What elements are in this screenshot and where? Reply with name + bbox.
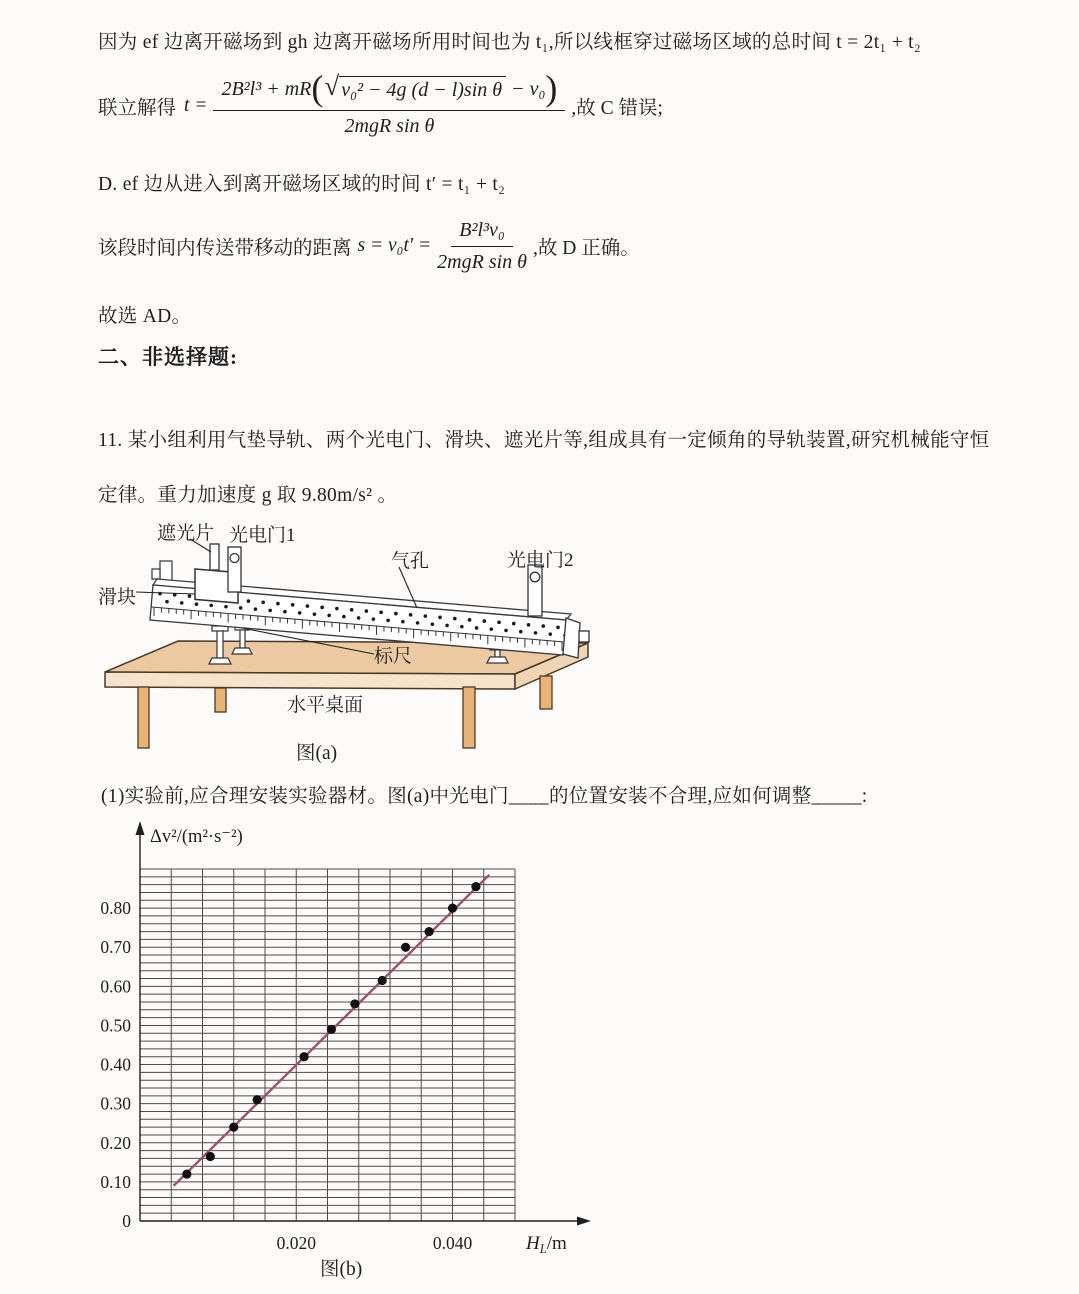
air-hole [306, 604, 310, 608]
solution-line-1: 因为 ef 边离开磁场到 gh 边离开磁场所用时间也为 t₁,所以线框穿过磁场区域的总时间 t = 2t₁ + t₂ [98, 32, 921, 53]
foot-stem [217, 631, 223, 658]
data-point [229, 1123, 238, 1132]
y-tick-label: 0.10 [100, 1171, 131, 1192]
formula-t-num-pre: 2B²l³ + mR [221, 78, 312, 101]
q11-line-1: 11. 某小组利用气垫导轨、两个光电门、滑块、遮光片等,组成具有一定倾角的导轨装置,研究机械能守恒 [98, 430, 990, 451]
air-hole [357, 616, 361, 620]
data-point [253, 1095, 262, 1104]
formula-t-prefix: 联立解得 [98, 98, 177, 119]
table-leg [463, 687, 475, 748]
air-hole [431, 622, 435, 626]
formula-t-denominator: 2mgR sin θ [344, 115, 435, 138]
formula-t-fraction [213, 67, 565, 138]
x-axis-arrow [577, 1217, 591, 1226]
air-hole [416, 621, 420, 625]
air-hole [261, 601, 265, 605]
figure-b-caption: 图(b) [320, 1259, 363, 1280]
label-shutter: 遮光片 [157, 523, 215, 544]
air-hole [556, 626, 560, 630]
air-hole [327, 614, 331, 618]
air-hole [247, 599, 251, 603]
end-cap-body [563, 618, 580, 658]
formula-s-fraction [437, 219, 527, 274]
air-hole [438, 616, 442, 620]
air-hole [401, 620, 405, 624]
y-tick-label: 0 [122, 1211, 131, 1231]
formula-t-numerator [213, 67, 565, 111]
air-hole [239, 606, 243, 610]
y-tick-label: 0.60 [100, 976, 131, 997]
data-point [182, 1169, 191, 1178]
air-hole [527, 623, 531, 627]
y-tick-label: 0.70 [100, 937, 131, 958]
bracket-tab [152, 569, 160, 579]
y-tick-label: 0.20 [100, 1132, 131, 1153]
y-tick-label: 0.40 [100, 1054, 131, 1075]
air-hole [313, 612, 317, 616]
x-tick-label: 0.040 [432, 1233, 473, 1253]
air-hole [460, 625, 464, 629]
section-heading: 二、非选择题: [98, 345, 238, 369]
data-point [424, 927, 433, 936]
foot-base [209, 658, 231, 664]
formula-t-sqrt [324, 71, 506, 103]
photogate-2-hole [530, 572, 540, 582]
air-hole [386, 619, 390, 623]
photogate-1 [228, 547, 241, 592]
air-hole [489, 627, 493, 631]
air-hole [188, 594, 192, 598]
solution-line-d: D. ef 边从进入到离开磁场区域的时间 t′ = t₁ + t₂ [98, 174, 506, 195]
air-hole [445, 624, 449, 628]
chart-axes [140, 832, 580, 1221]
chart-grid [140, 869, 515, 1221]
q11-line-2: 定律。重力加速度 g 取 9.80m/s² 。 [98, 485, 398, 506]
formula-s-lhs: s = v₀t′ = [357, 235, 432, 256]
formula-s-prefix: 该段时间内传送带移动的距离 [98, 238, 352, 259]
air-hole [320, 606, 324, 610]
air-hole [453, 617, 457, 621]
air-hole [519, 630, 523, 634]
formula-t-lhs: t = [184, 95, 208, 116]
solution-formula-t [98, 60, 663, 152]
q11-part1: (1)实验前,应合理安装实验器材。图(a)中光电门____的位置安装不合理,应如何调整_____: [101, 786, 868, 807]
formula-t-num-post: − v₀ [511, 78, 546, 101]
label-slider: 滑块 [98, 587, 137, 608]
table-leg [138, 687, 149, 748]
paren-close: ) [545, 67, 558, 108]
y-tick-label: 0.30 [100, 1093, 131, 1114]
label-photogate-1: 光电门1 [229, 525, 296, 546]
air-hole [534, 631, 538, 635]
air-hole [180, 601, 184, 605]
data-point [448, 904, 457, 913]
air-hole [298, 611, 302, 615]
label-air-holes: 气孔 [391, 551, 430, 572]
air-hole [224, 605, 228, 609]
photogate-2 [528, 565, 542, 616]
air-hole [541, 624, 545, 628]
foot-stem [495, 650, 500, 657]
table-front-edge [105, 672, 515, 689]
photogate-1-hole [230, 554, 239, 563]
data-point [299, 1052, 308, 1061]
data-point [206, 1152, 215, 1161]
air-hole [209, 604, 213, 608]
air-hole [394, 612, 398, 616]
data-point [327, 1025, 336, 1034]
air-hole [512, 622, 516, 626]
foot-base [487, 657, 508, 663]
radical-sign: √ [324, 71, 340, 102]
air-hole [350, 608, 354, 612]
chart-figure-b [88, 816, 608, 1266]
air-hole [468, 618, 472, 622]
x-axis-title: $H_L/m$ [526, 1233, 567, 1256]
air-hole [379, 611, 383, 615]
solution-conclusion: 故选 AD。 [98, 306, 192, 327]
air-hole [482, 619, 486, 623]
table-leg [540, 676, 552, 709]
air-hole [276, 602, 280, 606]
formula-s-suffix: ,故 D 正确。 [533, 238, 640, 259]
y-axis-arrow [136, 821, 145, 835]
air-hole [365, 609, 369, 613]
air-hole [409, 613, 413, 617]
air-hole [372, 617, 376, 621]
label-table-surface: 水平桌面 [287, 695, 364, 716]
formula-t-sqrt-content: v₀² − 4g (d − l)sin θ [339, 76, 506, 102]
air-hole [268, 609, 272, 613]
data-point [378, 976, 387, 985]
shutter-vane [210, 544, 219, 570]
air-hole [195, 602, 199, 606]
air-hole [165, 600, 169, 604]
air-hole [497, 621, 501, 625]
air-hole [283, 610, 287, 614]
air-hole [342, 615, 346, 619]
data-point [350, 999, 359, 1008]
end-cap-knob [579, 631, 589, 642]
foot-stem [240, 630, 245, 648]
label-ruler: 标尺 [374, 646, 413, 667]
air-hole [335, 607, 339, 611]
air-hole [504, 629, 508, 633]
solution-formula-s [98, 210, 640, 282]
figure-a-caption: 图(a) [296, 743, 338, 764]
y-tick-label: 0.50 [100, 1015, 131, 1036]
formula-s-denominator: 2mgR sin θ [437, 250, 527, 273]
air-hole [291, 603, 295, 607]
y-tick-label: 0.80 [100, 898, 131, 919]
formula-s-numerator: B²l³v₀ [451, 219, 513, 247]
label-photogate-2: 光电门2 [507, 550, 574, 571]
air-hole [254, 607, 258, 611]
data-point [401, 943, 410, 952]
y-axis-title: Δv²/(m²·s⁻²) [150, 827, 243, 847]
air-hole [424, 614, 428, 618]
foot-base [232, 648, 252, 654]
paren-open: ( [311, 67, 324, 108]
data-point [471, 882, 480, 891]
table-leg [215, 688, 226, 712]
formula-t-suffix: ,故 C 错误; [571, 98, 663, 119]
x-tick-label: 0.020 [276, 1233, 316, 1253]
air-hole [475, 626, 479, 630]
air-hole [548, 632, 552, 636]
